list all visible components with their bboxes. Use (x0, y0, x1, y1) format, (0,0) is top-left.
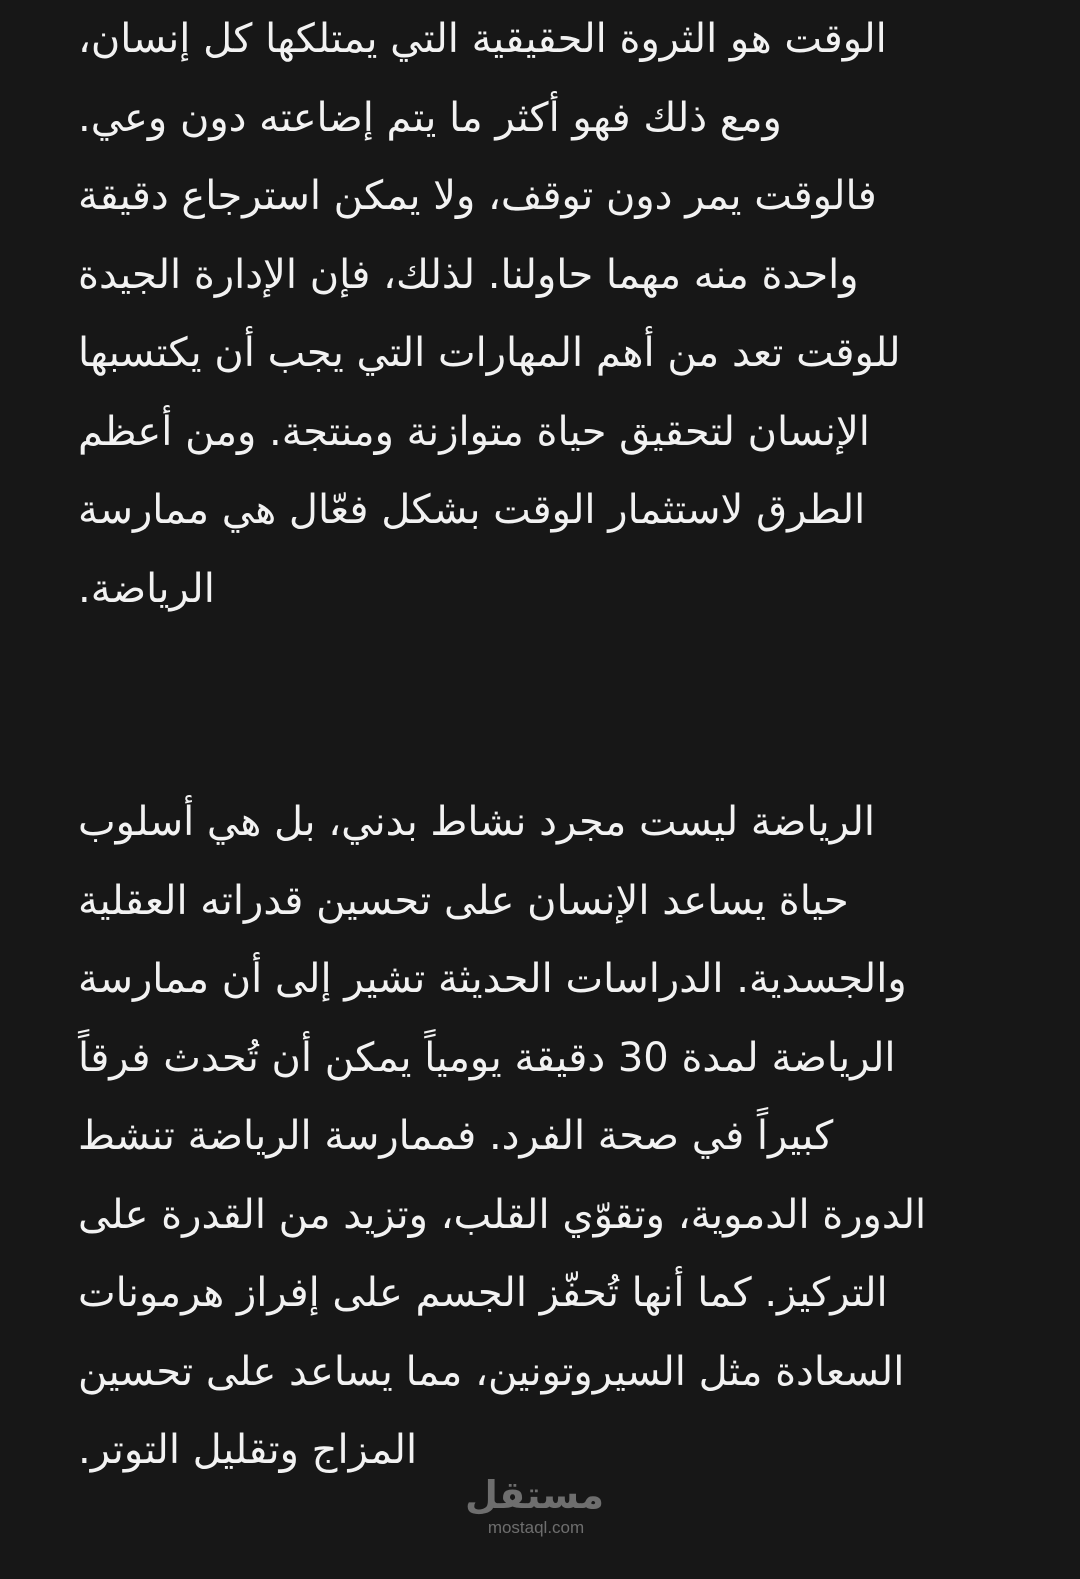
text-line: الدورة الدموية، وتقوّي القلب، وتزيد من القدرة على (78, 1191, 927, 1238)
text-line: الرياضة. (78, 565, 215, 612)
text-line: واحدة منه مهما حاولنا. لذلك، فإن الإدارة الجيدة (78, 251, 859, 298)
text-line: التركيز. كما أنها تُحفّز الجسم على إفراز هرمونات (78, 1270, 888, 1316)
text-line: للوقت تعد من أهم المهارات التي يجب أن يكتسبها (78, 330, 901, 376)
watermark-url: mostaql.com (487, 1518, 585, 1537)
paragraph-time-management (78, 0, 998, 628)
text-line: حياة يساعد الإنسان على تحسين قدراته العقلية (78, 877, 849, 924)
text-line: الرياضة ليست مجرد نشاط بدني، بل هي أسلوب (78, 799, 876, 845)
text-line: والجسدية. الدراسات الحديثة تشير إلى أن ممارسة (78, 956, 907, 1002)
text-line: الوقت هو الثروة الحقيقية التي يمتلكها كل إنسان، (78, 16, 887, 62)
text-line: الطرق لاستثمار الوقت بشكل فعّال هي ممارسة (78, 487, 866, 533)
text-line: فالوقت يمر دون توقف، ولا يمكن استرجاع دقيقة (78, 173, 877, 219)
text-line: ومع ذلك فهو أكثر ما يتم إضاعته دون وعي. (78, 94, 782, 141)
text-line: الرياضة لمدة 30 دقيقة يومياً يمكن أن تُحدث فرقاً (78, 1034, 896, 1081)
mostaql-watermark (465, 1472, 604, 1538)
paragraph-sports-benefits (78, 783, 998, 1490)
watermark-logo: مستقل (465, 1473, 604, 1517)
text-line: السعادة مثل السيروتونين، مما يساعد على تحسين (78, 1348, 905, 1395)
text-line: الإنسان لتحقيق حياة متوازنة ومنتجة. ومن أعظم (78, 408, 870, 455)
text-line: كبيراً في صحة الفرد. فممارسة الرياضة تنشط (78, 1113, 834, 1159)
text-line: المزاج وتقليل التوتر. (78, 1427, 418, 1473)
